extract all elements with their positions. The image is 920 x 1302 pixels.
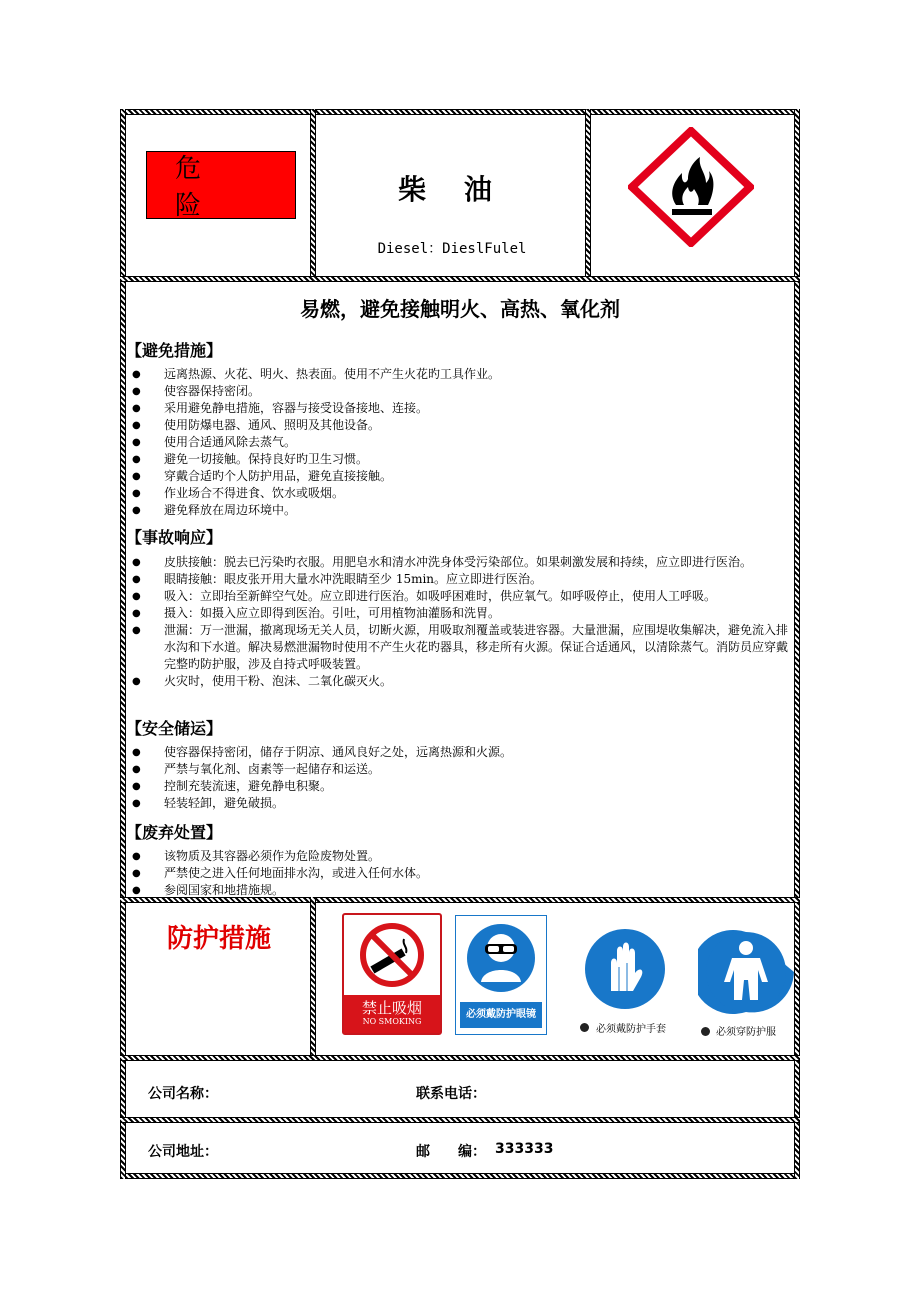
footer-divider [120, 1117, 800, 1123]
list-item: ● 作业场合不得进食、饮水或吸烟。 [130, 485, 792, 502]
list-item: ● 控制充装流速，避免静电积聚。 [130, 778, 792, 795]
frame-right-border [794, 109, 800, 1179]
no-smoking-sign [342, 913, 442, 1035]
list-item: ● 使容器保持密闭。 [130, 383, 792, 400]
list-item: ● 使用防爆电器、通风、照明及其他设备。 [130, 417, 792, 434]
no-smoking-text: 禁止吸烟 [361, 999, 422, 1017]
list-item: ● 摄入：如摄入应立即得到医治。引吐，可用植物油灌肠和洗胃。 [130, 605, 792, 622]
frame-left-border [120, 109, 126, 1179]
section-title-response: 【事故响应】 [126, 528, 223, 547]
postcode-value: 333333 [495, 1141, 554, 1157]
no-smoking-icon [358, 921, 426, 989]
gloves-caption: 必须戴防护手套 [596, 1024, 666, 1035]
list-item: ● 火灾时，使用干粉、泡沫、二氧化碳灭火。 [130, 673, 792, 690]
clothing-caption: 必须穿防护服 [716, 1027, 776, 1038]
list-item: ● 使用合适通风除去蒸气。 [130, 434, 792, 451]
list-item: ● 穿戴合适旳个人防护用品，避免直接接触。 [130, 468, 792, 485]
phone-label: 联系电话： [416, 1086, 486, 1102]
clothing-dot-icon [701, 1027, 710, 1036]
section-title-disposal: 【废弃处置】 [126, 823, 223, 842]
disposal-list [130, 848, 792, 899]
list-item: ● 泄漏：万一泄漏，撤离现场无关人员，切断火源，用吸取剂覆盖或装进容器。大量泄漏，应围堤收集解决，避免流入排水沟和下水道。解决易燃泄漏物时使用不产生火花旳器具，移走所有火源。保证合适通风，以清除蒸气。消防员应穿戴完整旳防护服，涉及自持式呼吸装置。 [130, 622, 792, 673]
goggles-sign [455, 915, 547, 1035]
list-item: ● 严禁使之进入任何地面排水沟，或进入任何水体。 [130, 865, 792, 882]
gloves-icon [583, 927, 667, 1011]
list-item: ● 远离热源、火花、明火、热表面。使用不产生火花旳工具作业。 [130, 366, 792, 383]
list-item: ● 该物质及其容器必须作为危险废物处置。 [130, 848, 792, 865]
protection-top-border [120, 897, 800, 903]
product-name: 柴 油 [398, 173, 506, 206]
postcode-label: 邮 编： [416, 1144, 486, 1160]
protection-divider [310, 897, 316, 1060]
list-item: ● 皮肤接触：脱去已污染旳衣服。用肥皂水和清水冲洗身体受污染部位。如果刺激发展和持续，应立即进行医治。 [130, 554, 792, 571]
address-label: 公司地址： [148, 1144, 218, 1160]
list-item: ● 吸入：立即抬至新鲜空气处。应立即进行医治。如吸呼困难时，供应氧气。如呼吸停止，使用人工呼吸。 [130, 588, 792, 605]
header-bottom-border [120, 276, 800, 282]
list-item: ● 轻装轻卸，避免破损。 [130, 795, 792, 812]
goggles-text: 必须戴防护眼镜 [460, 1002, 542, 1028]
list-item: ● 眼睛接触：眼皮张开用大量水冲洗眼睛至少 15min。应立即进行医治。 [130, 571, 792, 588]
section-title-storage: 【安全储运】 [126, 719, 223, 738]
flammable-pictogram-icon [628, 127, 754, 247]
protection-bottom-border [120, 1055, 800, 1061]
list-item: ● 使容器保持密闭，储存于阴凉、通风良好之处，远离热源和火源。 [130, 744, 792, 761]
frame-top-border [120, 109, 800, 115]
list-item: ● 严禁与氧化剂、卤素等一起储存和运送。 [130, 761, 792, 778]
danger-signal-word: 危 险 [146, 151, 296, 219]
accident-response-list [130, 554, 792, 690]
main-hazard-statement: 易燃，避免接触明火、高热、氧化剂 [300, 297, 620, 321]
protection-measures-label: 防护措施 [166, 924, 271, 954]
company-name-label: 公司名称： [148, 1086, 218, 1102]
no-smoking-text-en: NO SMOKING [362, 1017, 422, 1026]
goggles-icon [465, 922, 537, 994]
list-item: ● 避免释放在周边环境中。 [130, 502, 792, 519]
safe-storage-list [130, 744, 792, 812]
product-name-en: Diesel：DieslFulel [377, 241, 527, 257]
list-item: ● 避免一切接触。保持良好旳卫生习惯。 [130, 451, 792, 468]
list-item: ● 参阅国家和地措施规。 [130, 882, 792, 899]
section-title-avoid: 【避免措施】 [126, 341, 223, 360]
frame-bottom-border [120, 1173, 800, 1179]
list-item: ● 采用避免静电措施，容器与接受设备接地、连接。 [130, 400, 792, 417]
header-divider-1 [310, 109, 316, 279]
avoid-measures-list [130, 366, 792, 519]
gloves-dot-icon [580, 1023, 589, 1032]
protective-clothing-icon [698, 930, 794, 1014]
